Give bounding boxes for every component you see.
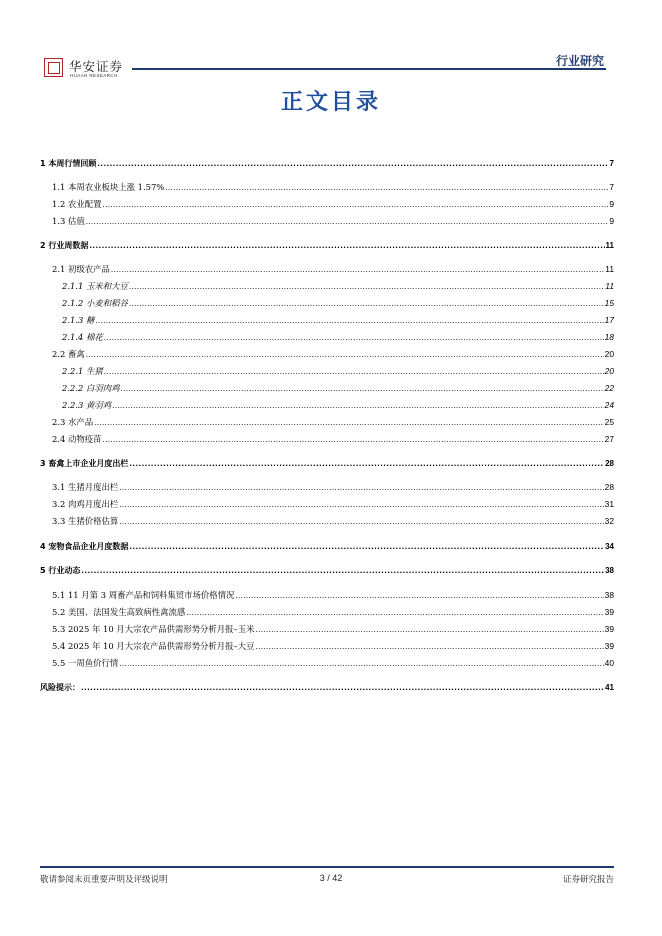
header-divider — [132, 68, 606, 70]
toc-entry[interactable] — [40, 182, 614, 194]
toc-entry-title: 风险提示： — [40, 683, 80, 692]
toc-entry-title: 2.2.3 黄羽鸡 — [62, 400, 112, 410]
toc-dot-leader — [89, 241, 604, 252]
toc-entry-page: 9 — [609, 216, 614, 226]
toc-entry-title: 2.1.4 棉花 — [62, 332, 103, 342]
toc-entry-title: 3 畜禽上市企业月度出栏 — [40, 459, 129, 468]
toc-dot-leader — [119, 659, 603, 670]
page-title: 正文目录 — [280, 90, 381, 115]
toc-entry-page: 17 — [604, 315, 614, 325]
toc-entry-title: 3.1 生猪月度出栏 — [52, 482, 119, 492]
toc-entry[interactable] — [40, 349, 614, 361]
toc-entry[interactable] — [40, 565, 614, 577]
toc-entry[interactable] — [40, 315, 614, 327]
toc-entry[interactable] — [40, 590, 614, 602]
toc-entry[interactable] — [40, 682, 614, 694]
toc-entry[interactable] — [40, 199, 614, 211]
toc-dot-leader — [111, 265, 604, 276]
toc-entry-page: 15 — [604, 298, 614, 308]
toc-entry-title: 2.4 动物疫苗 — [52, 434, 102, 444]
toc-dot-leader — [95, 316, 603, 327]
toc-entry[interactable] — [40, 417, 614, 429]
toc-entry[interactable] — [40, 434, 614, 446]
footer-report-type: 证券研究报告 — [562, 875, 614, 885]
toc-dot-leader — [81, 566, 604, 577]
toc-dot-leader — [94, 418, 604, 429]
logo-subtitle: HUAAN RESEARCH — [70, 73, 118, 78]
toc-dot-leader — [119, 517, 603, 528]
toc-entry[interactable] — [40, 499, 614, 511]
toc-entry-page: 39 — [604, 641, 614, 651]
toc-dot-leader — [86, 217, 609, 228]
toc-entry-title: 1.3 估值 — [52, 216, 85, 226]
toc-entry-page: 40 — [604, 658, 614, 668]
toc-dot-leader — [112, 401, 604, 412]
toc-dot-leader — [81, 683, 604, 694]
toc-entry-page: 9 — [609, 199, 614, 209]
toc-entry[interactable] — [40, 158, 614, 170]
toc-entry-page: 32 — [604, 516, 614, 526]
toc-entry[interactable] — [40, 641, 614, 653]
toc-entry[interactable] — [40, 607, 614, 619]
toc-entry-page: 20 — [604, 366, 614, 376]
toc-entry[interactable] — [40, 264, 614, 276]
toc-entry-title: 5.2 美国、法国发生高致病性禽流感 — [52, 607, 186, 617]
toc-entry-page: 20 — [604, 349, 614, 359]
toc-dot-leader — [97, 159, 608, 170]
toc-dot-leader — [119, 500, 603, 511]
toc-entry-page: 38 — [605, 566, 614, 575]
toc-dot-leader — [102, 435, 603, 446]
toc-entry-title: 5.5 一周鱼价行情 — [52, 658, 119, 668]
toc-entry-page: 11 — [605, 241, 614, 250]
toc-entry-title: 5.4 2025 年 10 月大宗农产品供需形势分析月报–大豆 — [52, 641, 255, 651]
toc-entry-title: 4 宠物食品企业月度数据 — [40, 542, 129, 551]
toc-entry-title: 1 本周行情回顾 — [40, 159, 97, 168]
toc-entry-title: 2.1.1 玉米和大豆 — [62, 281, 128, 291]
toc-entry-title: 2.1.3 糖 — [62, 315, 95, 325]
toc-entry-title: 2 行业周数据 — [40, 241, 89, 250]
footer-divider — [40, 866, 614, 868]
toc-dot-leader — [129, 282, 604, 293]
toc-entry-page: 22 — [604, 383, 614, 393]
toc-dot-leader — [235, 591, 603, 602]
footer-disclaimer: 敬请参阅末页重要声明及评级说明 — [40, 875, 168, 885]
toc-entry[interactable] — [40, 658, 614, 670]
toc-entry[interactable] — [40, 400, 614, 412]
toc-entry-title: 2.1 初级农产品 — [52, 264, 110, 274]
toc-entry[interactable] — [40, 516, 614, 528]
toc-entry-page: 28 — [605, 459, 614, 468]
toc-entry-title: 2.1.2 小麦和稻谷 — [62, 298, 128, 308]
toc-dot-leader — [129, 459, 604, 470]
toc-entry-title: 3.2 肉鸡月度出栏 — [52, 499, 119, 509]
toc-entry[interactable] — [40, 216, 614, 228]
toc-dot-leader — [120, 384, 603, 395]
toc-entry-page: 27 — [604, 434, 614, 444]
toc-entry-page: 41 — [605, 683, 614, 692]
toc-entry-title: 2.2.2 白羽肉鸡 — [62, 383, 120, 393]
toc-entry-title: 1.1 本周农业板块上涨 1.57% — [52, 182, 165, 192]
toc-entry[interactable] — [40, 366, 614, 378]
page-number: 3 / 42 — [319, 873, 343, 883]
toc-dot-leader — [129, 542, 604, 553]
toc-entry[interactable] — [40, 298, 614, 310]
toc-entry-title: 2.3 水产品 — [52, 417, 94, 427]
toc-entry-page: 18 — [604, 332, 614, 342]
toc-entry[interactable] — [40, 482, 614, 494]
toc-entry[interactable] — [40, 541, 614, 553]
toc-entry[interactable] — [40, 383, 614, 395]
toc-entry-title: 5 行业动态 — [40, 566, 81, 575]
toc-entry-page: 24 — [604, 400, 614, 410]
logo-icon — [44, 58, 63, 77]
toc-dot-leader — [104, 333, 604, 344]
toc-entry[interactable] — [40, 240, 614, 252]
toc-entry-title: 1.2 农业配置 — [52, 199, 102, 209]
logo-name: 华安证券 — [69, 59, 124, 74]
toc-entry[interactable] — [40, 281, 614, 293]
toc-dot-leader — [186, 608, 603, 619]
toc-entry-page: 25 — [604, 417, 614, 427]
toc-entry-page: 11 — [605, 264, 614, 274]
toc-entry[interactable] — [40, 624, 614, 636]
toc-entry-page: 7 — [609, 159, 614, 168]
toc-entry-page: 39 — [604, 607, 614, 617]
toc-entry-title: 3.3 生猪价格估算 — [52, 516, 119, 526]
toc-entry-page: 11 — [605, 281, 614, 291]
section-label: 行业研究 — [555, 54, 604, 68]
toc-dot-leader — [104, 367, 604, 378]
toc-entry-page: 34 — [605, 542, 614, 551]
toc-dot-leader — [102, 200, 608, 211]
toc-entry-page: 31 — [604, 499, 614, 509]
toc-dot-leader — [129, 299, 604, 310]
toc-entry-page: 39 — [604, 624, 614, 634]
toc-dot-leader — [86, 350, 604, 361]
toc-entry-page: 7 — [609, 182, 614, 192]
toc-dot-leader — [119, 483, 603, 494]
toc-entry-title: 2.2.1 生猪 — [62, 366, 103, 376]
toc-entry-page: 38 — [604, 590, 614, 600]
toc-entry-title: 5.3 2025 年 10 月大宗农产品供需形势分析月报–玉米 — [52, 624, 255, 634]
toc-entry-title: 5.1 11 月第 3 周畜产品和饲料集贸市场价格情况 — [52, 590, 235, 600]
toc-entry[interactable] — [40, 332, 614, 344]
toc-entry-title: 2.2 畜禽 — [52, 349, 85, 359]
toc-entry[interactable] — [40, 458, 614, 470]
toc-dot-leader — [165, 183, 608, 194]
page-header — [0, 0, 662, 80]
toc-dot-leader — [256, 625, 604, 636]
toc-entry-page: 28 — [604, 482, 614, 492]
toc-dot-leader — [256, 642, 604, 653]
